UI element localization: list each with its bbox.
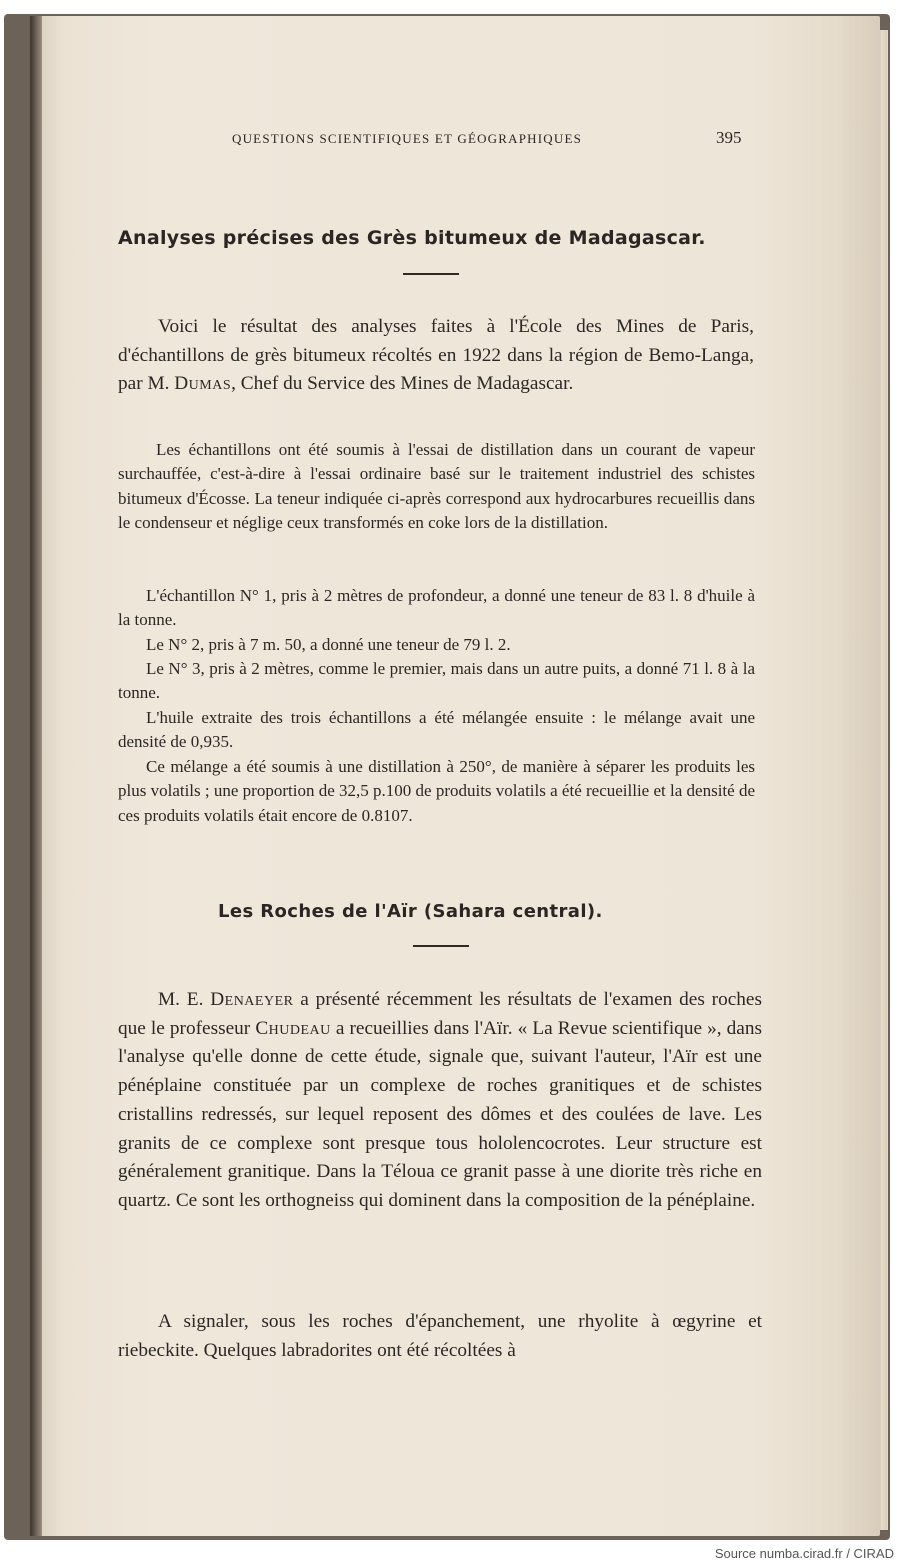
source-credit: Source numba.cirad.fr / CIRAD bbox=[714, 1546, 894, 1561]
page-number: 395 bbox=[716, 128, 742, 147]
body-paragraph: Les échantillons ont été soumis à l'essai de distillation dans un courant de vapeur surchauffée, c'est-à-dire à l'essai ordinaire basé sur le traitement industriel des schistes bitumeux d'Écosse. La teneur indiquée ci-après correspond aux hydrocarbures recueillis dans le condenseur et néglige ceux transformés en coke lors de la distillation. bbox=[118, 440, 755, 532]
body-paragraph: Le N° 2, pris à 7 m. 50, a donné une teneur de 79 l. 2. bbox=[146, 635, 511, 654]
book-gutter bbox=[30, 16, 42, 1536]
roches-paragraph-2: A signaler, sous les roches d'épanchement, une rhyolite à œgyrine et riebeckite. Quelques labradorites ont été récoltées à bbox=[118, 1311, 762, 1361]
body-paragraph: Le N° 3, pris à 2 mètres, comme le premier, mais dans un autre puits, a donné 71 l. 8 à la tonne. bbox=[118, 659, 755, 703]
intro-author-name: Dumas bbox=[174, 373, 232, 395]
roches-text-1: M. E. bbox=[158, 989, 211, 1010]
author-name-denaeyer: Denaeyer bbox=[210, 989, 294, 1010]
title-rule bbox=[403, 273, 459, 275]
author-name-chudeau: Chudeau bbox=[255, 1017, 331, 1039]
body-paragraph: L'échantillon N° 1, pris à 2 mètres de profondeur, a donné une teneur de 83 l. 8 d'huile à la tonne. bbox=[118, 586, 755, 630]
intro-text-end: , Chef du Service des Mines de Madagascar. bbox=[231, 373, 574, 395]
intro-text-start: Voici le résultat des analyses faites à l'École des Mines de Paris, d'échantillons de grès bitumeux récoltés en 1922 dans la région de Bemo-Langa, par M. bbox=[118, 316, 754, 395]
body-paragraph: L'huile extraite des trois échantillons a été mélangée ensuite : le mélange avait une densité de 0,935. bbox=[118, 708, 755, 752]
section-title: Analyses précises des Grès bitumeux de Madagascar. bbox=[118, 227, 706, 249]
running-head: QUESTIONS SCIENTIFIQUES ET GÉOGRAPHIQUES bbox=[232, 131, 583, 146]
roches-text-3: a recueillies dans l'Aïr. « La Revue scientifique », dans l'analyse qu'elle donne de cette étude, signale que, suivant l'auteur, l'Aïr est une pénéplaine constituée par un complexe de roches granitiques et de schistes cristallins redressés, sur lequel reposent des dômes et des coulées de lave. Les granits de ce complexe sont presque tous hololencocrotes. Leur structure est généralement granitique. Dans la Téloua ce granit passe à une diorite très riche en quartz. Ce sont les orthogneiss qui dominent dans la composition de la pénéplaine. bbox=[118, 1017, 762, 1211]
roches-text-2: a présenté récemment les résultats de l'examen des roches que le professeur bbox=[118, 989, 762, 1039]
intro-paragraph bbox=[118, 313, 754, 399]
section-title-2: Les Roches de l'Aïr (Sahara central). bbox=[218, 901, 603, 922]
body-paragraph: Ce mélange a été soumis à une distillation à 250°, de manière à séparer les produits les plus volatils ; une proportion de 32,5 p.100 de produits volatils a été recueillie et la densité de ces produits volatils était encore de 0.8107. bbox=[118, 757, 755, 825]
subtitle-rule bbox=[413, 945, 469, 947]
roches-paragraph bbox=[118, 986, 762, 1216]
